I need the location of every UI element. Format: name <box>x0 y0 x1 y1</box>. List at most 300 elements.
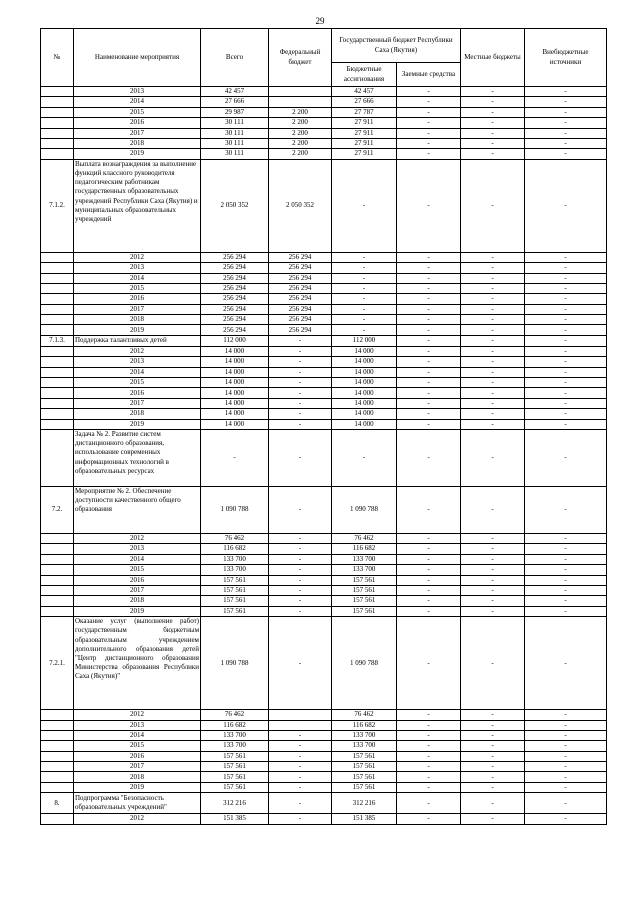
cell-value: - <box>269 544 332 554</box>
cell-value: 27 911 <box>332 138 397 148</box>
cell-value: - <box>525 751 607 761</box>
year-row <box>41 533 607 543</box>
cell-value: 133 700 <box>201 554 269 564</box>
cell-value: - <box>269 606 332 616</box>
cell-value: 256 294 <box>201 315 269 325</box>
cell-value: - <box>397 138 461 148</box>
cell-value: 256 294 <box>201 294 269 304</box>
cell-value: - <box>397 793 461 814</box>
year-row <box>41 138 607 148</box>
cell-value: - <box>332 315 397 325</box>
cell-num <box>41 419 74 429</box>
cell-num <box>41 544 74 554</box>
cell-year: 2019 <box>74 419 201 429</box>
cell-value: - <box>461 565 525 575</box>
cell-value: - <box>525 596 607 606</box>
cell-num <box>41 782 74 792</box>
cell-value: - <box>525 263 607 273</box>
cell-value: - <box>269 596 332 606</box>
cell-value: - <box>397 118 461 128</box>
cell-num <box>41 554 74 564</box>
cell-value: - <box>461 782 525 792</box>
cell-value: - <box>461 388 525 398</box>
cell-value: - <box>461 814 525 824</box>
cell-value: - <box>397 533 461 543</box>
cell-num <box>41 294 74 304</box>
year-row <box>41 367 607 377</box>
cell-value: - <box>525 398 607 408</box>
cell-value: - <box>397 283 461 293</box>
cell-value: - <box>461 315 525 325</box>
cell-value <box>269 97 332 107</box>
cell-year: 2016 <box>74 118 201 128</box>
year-row <box>41 720 607 730</box>
cell-value: - <box>397 782 461 792</box>
cell-value: 27 787 <box>332 107 397 117</box>
cell-value: 14 000 <box>332 419 397 429</box>
year-row <box>41 263 607 273</box>
cell-value <box>269 720 332 730</box>
cell-value: - <box>269 367 332 377</box>
cell-value: - <box>461 138 525 148</box>
cell-value: - <box>461 585 525 595</box>
cell-year: 2019 <box>74 325 201 335</box>
cell-value: 312 216 <box>332 793 397 814</box>
cell-year: 2019 <box>74 782 201 792</box>
cell-value: - <box>525 585 607 595</box>
year-row <box>41 544 607 554</box>
cell-value: - <box>525 575 607 585</box>
year-row <box>41 782 607 792</box>
cell-value: - <box>461 710 525 720</box>
cell-value: - <box>269 388 332 398</box>
cell-value: 14 000 <box>332 346 397 356</box>
cell-value: - <box>525 720 607 730</box>
cell-value: - <box>269 554 332 564</box>
cell-num <box>41 325 74 335</box>
cell-value: - <box>397 252 461 262</box>
cell-value: - <box>461 252 525 262</box>
year-row <box>41 565 607 575</box>
cell-value: 157 561 <box>332 596 397 606</box>
cell-value: - <box>525 325 607 335</box>
cell-value: - <box>397 419 461 429</box>
cell-value: 76 462 <box>332 533 397 543</box>
cell-value: 157 561 <box>332 772 397 782</box>
cell-value: - <box>397 263 461 273</box>
cell-value: - <box>397 596 461 606</box>
cell-value: - <box>461 159 525 252</box>
cell-name: Подпрограмма "Безопасность образовательных учреждений" <box>74 793 201 814</box>
cell-num <box>41 409 74 419</box>
cell-value: - <box>397 107 461 117</box>
cell-value: - <box>397 409 461 419</box>
cell-num <box>41 751 74 761</box>
cell-value: 157 561 <box>332 751 397 761</box>
cell-value: - <box>525 762 607 772</box>
cell-value: 14 000 <box>201 398 269 408</box>
year-row <box>41 596 607 606</box>
cell-value: - <box>461 486 525 533</box>
cell-value: - <box>397 367 461 377</box>
cell-value: - <box>461 533 525 543</box>
cell-num: 7.2.1. <box>41 617 74 710</box>
item-row <box>41 429 607 486</box>
cell-num <box>41 429 74 486</box>
cell-value: - <box>269 617 332 710</box>
cell-value: 133 700 <box>201 565 269 575</box>
cell-value: - <box>525 346 607 356</box>
cell-year: 2015 <box>74 107 201 117</box>
year-row <box>41 409 607 419</box>
cell-num <box>41 273 74 283</box>
year-row <box>41 128 607 138</box>
cell-value: 157 561 <box>201 575 269 585</box>
cell-year: 2014 <box>74 367 201 377</box>
cell-value: - <box>269 419 332 429</box>
header-local: Местные бюджеты <box>461 29 525 87</box>
cell-value: - <box>332 273 397 283</box>
cell-num <box>41 252 74 262</box>
cell-value: - <box>397 325 461 335</box>
cell-year: 2017 <box>74 762 201 772</box>
cell-value: 256 294 <box>201 252 269 262</box>
cell-value: 2 200 <box>269 128 332 138</box>
cell-value: 30 111 <box>201 128 269 138</box>
cell-value: 157 561 <box>201 782 269 792</box>
cell-value: 256 294 <box>269 263 332 273</box>
cell-num <box>41 283 74 293</box>
cell-value: - <box>269 762 332 772</box>
table-body <box>41 87 607 825</box>
cell-value: - <box>269 486 332 533</box>
cell-value: - <box>525 606 607 616</box>
cell-value: - <box>269 772 332 782</box>
cell-value: 116 682 <box>332 720 397 730</box>
cell-value: - <box>525 304 607 314</box>
cell-value: 42 457 <box>201 87 269 97</box>
cell-value: - <box>461 751 525 761</box>
cell-year: 2015 <box>74 378 201 388</box>
cell-value: - <box>461 398 525 408</box>
cell-num <box>41 762 74 772</box>
cell-value: - <box>397 585 461 595</box>
cell-value: - <box>397 751 461 761</box>
cell-value: - <box>397 357 461 367</box>
cell-value: 27 911 <box>332 128 397 138</box>
cell-value: - <box>525 710 607 720</box>
cell-value: 256 294 <box>269 325 332 335</box>
cell-year: 2014 <box>74 554 201 564</box>
cell-value: - <box>397 429 461 486</box>
item-row <box>41 793 607 814</box>
cell-value: - <box>525 283 607 293</box>
cell-value: 157 561 <box>332 782 397 792</box>
cell-value: - <box>525 294 607 304</box>
cell-value: - <box>269 429 332 486</box>
cell-year: 2015 <box>74 565 201 575</box>
cell-value: - <box>397 149 461 159</box>
cell-value: - <box>525 814 607 824</box>
cell-num: 7.2. <box>41 486 74 533</box>
cell-value <box>269 87 332 97</box>
cell-value: 112 000 <box>332 335 397 346</box>
cell-value: 1 090 788 <box>201 486 269 533</box>
cell-value: - <box>461 617 525 710</box>
cell-value: 157 561 <box>201 596 269 606</box>
cell-value: 29 987 <box>201 107 269 117</box>
cell-year: 2015 <box>74 283 201 293</box>
cell-value: - <box>269 814 332 824</box>
year-row <box>41 294 607 304</box>
cell-value: - <box>461 107 525 117</box>
header-federal: Федеральный бюджет <box>269 29 332 87</box>
cell-value: - <box>461 554 525 564</box>
cell-value: 157 561 <box>332 606 397 616</box>
cell-value: - <box>461 304 525 314</box>
cell-value: - <box>461 720 525 730</box>
cell-value: - <box>461 87 525 97</box>
cell-value: - <box>397 159 461 252</box>
cell-year: 2018 <box>74 596 201 606</box>
cell-value: 133 700 <box>332 741 397 751</box>
cell-value: - <box>332 263 397 273</box>
cell-year: 2016 <box>74 294 201 304</box>
item-row <box>41 159 607 252</box>
year-row <box>41 730 607 740</box>
cell-value: 76 462 <box>332 710 397 720</box>
year-row <box>41 606 607 616</box>
cell-value: - <box>461 606 525 616</box>
cell-num <box>41 304 74 314</box>
cell-value: 256 294 <box>201 283 269 293</box>
cell-year: 2017 <box>74 585 201 595</box>
cell-num <box>41 107 74 117</box>
year-row <box>41 273 607 283</box>
cell-value: 14 000 <box>332 357 397 367</box>
cell-value: 157 561 <box>332 575 397 585</box>
cell-num: 8. <box>41 793 74 814</box>
cell-value: - <box>201 429 269 486</box>
cell-value: - <box>397 273 461 283</box>
cell-value: 256 294 <box>269 273 332 283</box>
cell-value: 256 294 <box>201 263 269 273</box>
cell-num <box>41 814 74 824</box>
cell-value: 157 561 <box>332 762 397 772</box>
cell-value: - <box>397 575 461 585</box>
year-row <box>41 118 607 128</box>
cell-year: 2017 <box>74 398 201 408</box>
cell-value: 157 561 <box>201 751 269 761</box>
year-row <box>41 772 607 782</box>
year-row <box>41 741 607 751</box>
cell-value: 14 000 <box>201 367 269 377</box>
cell-value: - <box>397 486 461 533</box>
cell-year: 2019 <box>74 149 201 159</box>
cell-value: - <box>269 409 332 419</box>
cell-value: - <box>461 294 525 304</box>
item-row <box>41 617 607 710</box>
cell-value: - <box>397 741 461 751</box>
cell-value: - <box>397 762 461 772</box>
cell-value: - <box>269 398 332 408</box>
cell-value: - <box>397 398 461 408</box>
cell-value: - <box>525 617 607 710</box>
cell-value: 14 000 <box>201 357 269 367</box>
year-row <box>41 357 607 367</box>
cell-value: - <box>461 325 525 335</box>
cell-value: - <box>332 304 397 314</box>
cell-value: - <box>461 544 525 554</box>
year-row <box>41 107 607 117</box>
cell-num <box>41 97 74 107</box>
cell-value: 1 090 788 <box>332 486 397 533</box>
cell-num <box>41 378 74 388</box>
cell-value: 157 561 <box>201 585 269 595</box>
cell-value: - <box>461 730 525 740</box>
cell-value: - <box>397 128 461 138</box>
cell-value: 312 216 <box>201 793 269 814</box>
cell-year: 2012 <box>74 533 201 543</box>
cell-value: 151 385 <box>201 814 269 824</box>
cell-value: 157 561 <box>201 772 269 782</box>
header-state-budget: Бюджетные ассигнования <box>332 63 397 87</box>
cell-num <box>41 149 74 159</box>
cell-value: 14 000 <box>201 419 269 429</box>
cell-value: - <box>397 378 461 388</box>
cell-value: 14 000 <box>332 388 397 398</box>
cell-value: - <box>397 294 461 304</box>
cell-num <box>41 575 74 585</box>
cell-value: - <box>397 554 461 564</box>
cell-value: - <box>461 762 525 772</box>
cell-value: 76 462 <box>201 710 269 720</box>
cell-value: - <box>269 335 332 346</box>
cell-value: - <box>525 782 607 792</box>
cell-num <box>41 606 74 616</box>
cell-year: 2016 <box>74 388 201 398</box>
cell-name: Оказание услуг (выполнение работ) государственным бюджетным образовательным учреждением дополнительного образования детей "Центр дистанционного образования Министерства образования Республики Саха (Якутия)" <box>74 617 201 710</box>
header-state-loans: Заемные средства <box>397 63 461 87</box>
cell-value: - <box>461 793 525 814</box>
cell-num: 7.1.3. <box>41 335 74 346</box>
cell-value: - <box>461 273 525 283</box>
page-number: 29 <box>315 16 325 26</box>
cell-year: 2019 <box>74 606 201 616</box>
cell-value: 30 111 <box>201 118 269 128</box>
cell-value: - <box>461 118 525 128</box>
cell-value: 14 000 <box>332 398 397 408</box>
cell-value: - <box>461 419 525 429</box>
cell-num <box>41 388 74 398</box>
cell-value: 27 911 <box>332 118 397 128</box>
cell-value: - <box>525 730 607 740</box>
cell-value: - <box>525 335 607 346</box>
cell-value: 30 111 <box>201 149 269 159</box>
cell-num <box>41 710 74 720</box>
cell-num <box>41 741 74 751</box>
cell-year: 2013 <box>74 544 201 554</box>
cell-value: 256 294 <box>201 273 269 283</box>
cell-value: - <box>269 730 332 740</box>
budget-table <box>40 28 607 825</box>
cell-value: - <box>332 429 397 486</box>
cell-num <box>41 357 74 367</box>
cell-year: 2017 <box>74 304 201 314</box>
cell-value: 2 200 <box>269 138 332 148</box>
cell-value: - <box>525 544 607 554</box>
cell-value: - <box>461 128 525 138</box>
cell-value: 157 561 <box>332 585 397 595</box>
cell-value: - <box>269 741 332 751</box>
cell-value: 14 000 <box>201 409 269 419</box>
cell-value: - <box>397 304 461 314</box>
cell-num <box>41 118 74 128</box>
year-row <box>41 315 607 325</box>
cell-year: 2012 <box>74 252 201 262</box>
cell-value: 116 682 <box>201 720 269 730</box>
cell-value: - <box>397 87 461 97</box>
cell-value: - <box>269 346 332 356</box>
year-row <box>41 325 607 335</box>
cell-value: 157 561 <box>201 762 269 772</box>
cell-num <box>41 367 74 377</box>
cell-value: - <box>332 283 397 293</box>
cell-value: - <box>397 97 461 107</box>
cell-value: 151 385 <box>332 814 397 824</box>
item-row <box>41 335 607 346</box>
year-row <box>41 283 607 293</box>
cell-value: 2 200 <box>269 107 332 117</box>
cell-value: - <box>525 388 607 398</box>
header-offbudget: Внебюджетные источники <box>525 29 607 87</box>
year-row <box>41 398 607 408</box>
cell-value: - <box>269 357 332 367</box>
cell-year: 2013 <box>74 87 201 97</box>
cell-value: 14 000 <box>201 378 269 388</box>
header-total: Всего <box>201 29 269 87</box>
cell-num <box>41 315 74 325</box>
cell-value: - <box>525 378 607 388</box>
year-row <box>41 575 607 585</box>
cell-year: 2018 <box>74 409 201 419</box>
cell-value: - <box>525 107 607 117</box>
cell-value: - <box>269 585 332 595</box>
cell-value: - <box>332 159 397 252</box>
cell-value: - <box>461 263 525 273</box>
cell-value: 256 294 <box>201 304 269 314</box>
year-row <box>41 378 607 388</box>
cell-value: - <box>397 720 461 730</box>
cell-year: 2018 <box>74 138 201 148</box>
cell-value: - <box>461 357 525 367</box>
cell-value: 30 111 <box>201 138 269 148</box>
cell-value: - <box>332 252 397 262</box>
cell-value: 2 050 352 <box>269 159 332 252</box>
cell-value: - <box>269 565 332 575</box>
header-state: Государственный бюджет Республики Саха (Якутия) <box>332 29 461 63</box>
cell-value: - <box>397 606 461 616</box>
cell-value: - <box>525 87 607 97</box>
cell-value: 2 200 <box>269 149 332 159</box>
item-row <box>41 486 607 533</box>
cell-value: - <box>461 149 525 159</box>
cell-year: 2012 <box>74 814 201 824</box>
cell-value: 133 700 <box>332 554 397 564</box>
year-row <box>41 97 607 107</box>
cell-value: 256 294 <box>201 325 269 335</box>
cell-num <box>41 596 74 606</box>
